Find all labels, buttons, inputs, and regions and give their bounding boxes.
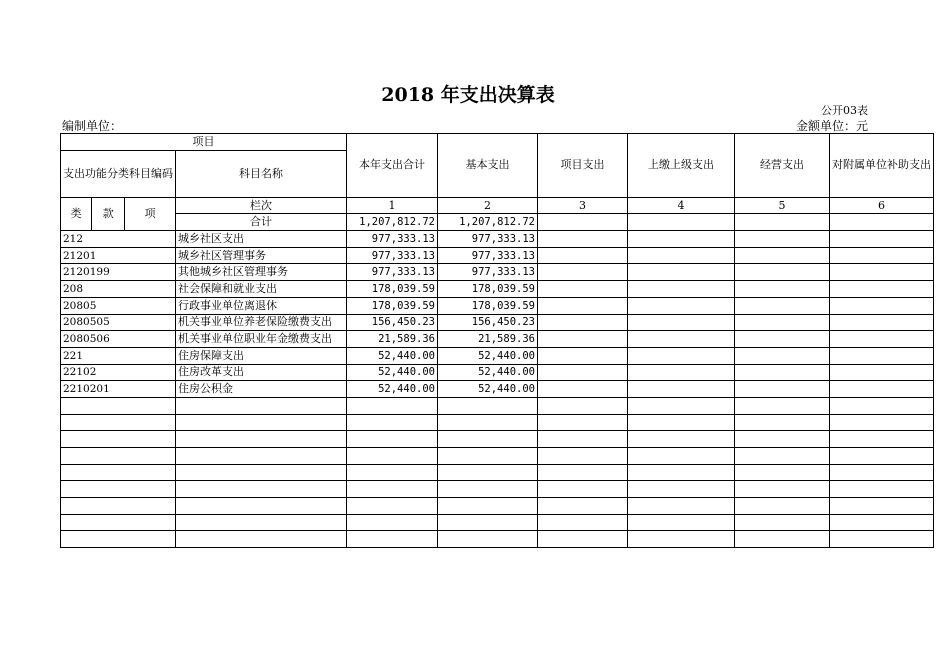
empty-row xyxy=(61,514,934,531)
row-code: 2120199 xyxy=(61,264,176,281)
total-sum: 1,207,812.72 xyxy=(347,214,438,231)
col-num-3: 3 xyxy=(538,197,628,214)
row-subject-name: 其他城乡社区管理事务 xyxy=(176,264,347,281)
row-code: 21201 xyxy=(61,247,176,264)
empty-row xyxy=(61,448,934,465)
row-code: 208 xyxy=(61,281,176,298)
col-num-4: 4 xyxy=(628,197,735,214)
row-basic: 52,440.00 xyxy=(438,364,538,381)
page-title: 2018 年支出决算表 xyxy=(381,84,555,106)
row-basic: 977,333.13 xyxy=(438,264,538,281)
empty-row xyxy=(61,414,934,431)
row-total: 178,039.59 xyxy=(347,297,438,314)
header-subsidy: 对附属单位补助支出 xyxy=(830,134,934,198)
row-code: 2080506 xyxy=(61,331,176,348)
unit-label: 编制单位： xyxy=(62,119,123,133)
row-subject-name: 住房保障支出 xyxy=(176,347,347,364)
row-basic: 156,450.23 xyxy=(438,314,538,331)
row-subject-name: 社会保障和就业支出 xyxy=(176,281,347,298)
header-basic: 基本支出 xyxy=(438,134,538,198)
empty-row xyxy=(61,481,934,498)
table-row xyxy=(61,331,934,348)
table-row xyxy=(61,347,934,364)
row-basic: 977,333.13 xyxy=(438,231,538,248)
row-subject-name: 机关事业单位养老保险缴费支出 xyxy=(176,314,347,331)
col-num-2: 2 xyxy=(438,197,538,214)
header-item: 项目 xyxy=(61,134,347,151)
row-basic: 52,440.00 xyxy=(438,381,538,398)
table-row xyxy=(61,264,934,281)
row-subject-name: 住房改革支出 xyxy=(176,364,347,381)
row-basic: 977,333.13 xyxy=(438,247,538,264)
header-total: 本年支出合计 xyxy=(347,134,438,198)
expenditure-table xyxy=(60,133,934,548)
row-total: 156,450.23 xyxy=(347,314,438,331)
table-row xyxy=(61,364,934,381)
table-row xyxy=(61,381,934,398)
money-unit-label: 金额单位：元 xyxy=(795,119,868,133)
header-lanci: 栏次 xyxy=(176,197,347,214)
row-total: 977,333.13 xyxy=(347,264,438,281)
row-code: 20805 xyxy=(61,297,176,314)
col-num-5: 5 xyxy=(735,197,830,214)
form-number: 公开03表 xyxy=(821,104,868,117)
row-total: 178,039.59 xyxy=(347,281,438,298)
row-total: 21,589.36 xyxy=(347,331,438,348)
table-row xyxy=(61,281,934,298)
header-project: 项目支出 xyxy=(538,134,628,198)
empty-row xyxy=(61,397,934,414)
table-row xyxy=(61,314,934,331)
row-total: 977,333.13 xyxy=(347,247,438,264)
row-basic: 21,589.36 xyxy=(438,331,538,348)
row-code: 212 xyxy=(61,231,176,248)
header-kuan: 款 xyxy=(92,197,125,230)
header-xiang: 项 xyxy=(125,197,176,230)
row-basic: 178,039.59 xyxy=(438,297,538,314)
empty-row xyxy=(61,531,934,548)
row-code: 2080505 xyxy=(61,314,176,331)
col-num-6: 6 xyxy=(830,197,934,214)
empty-row xyxy=(61,498,934,515)
table-row xyxy=(61,231,934,248)
header-func-code: 支出功能分类科目编码 xyxy=(61,150,176,197)
header-subject-name: 科目名称 xyxy=(176,150,347,197)
header-lei: 类 xyxy=(61,197,92,230)
row-code: 22102 xyxy=(61,364,176,381)
row-total: 52,440.00 xyxy=(347,364,438,381)
table-row xyxy=(61,247,934,264)
row-total: 52,440.00 xyxy=(347,381,438,398)
empty-row xyxy=(61,431,934,448)
row-total: 52,440.00 xyxy=(347,347,438,364)
basic-sum: 1,207,812.72 xyxy=(438,214,538,231)
row-basic: 52,440.00 xyxy=(438,347,538,364)
header-business: 经营支出 xyxy=(735,134,830,198)
header-upper: 上缴上级支出 xyxy=(628,134,735,198)
row-subject-name: 城乡社区管理事务 xyxy=(176,247,347,264)
empty-row xyxy=(61,464,934,481)
row-code: 221 xyxy=(61,347,176,364)
row-subject-name: 机关事业单位职业年金缴费支出 xyxy=(176,331,347,348)
header-heji: 合计 xyxy=(176,214,347,231)
row-basic: 178,039.59 xyxy=(438,281,538,298)
row-subject-name: 城乡社区支出 xyxy=(176,231,347,248)
col-num-1: 1 xyxy=(347,197,438,214)
row-subject-name: 住房公积金 xyxy=(176,381,347,398)
table-row xyxy=(61,297,934,314)
row-code: 2210201 xyxy=(61,381,176,398)
row-subject-name: 行政事业单位离退休 xyxy=(176,297,347,314)
row-total: 977,333.13 xyxy=(347,231,438,248)
